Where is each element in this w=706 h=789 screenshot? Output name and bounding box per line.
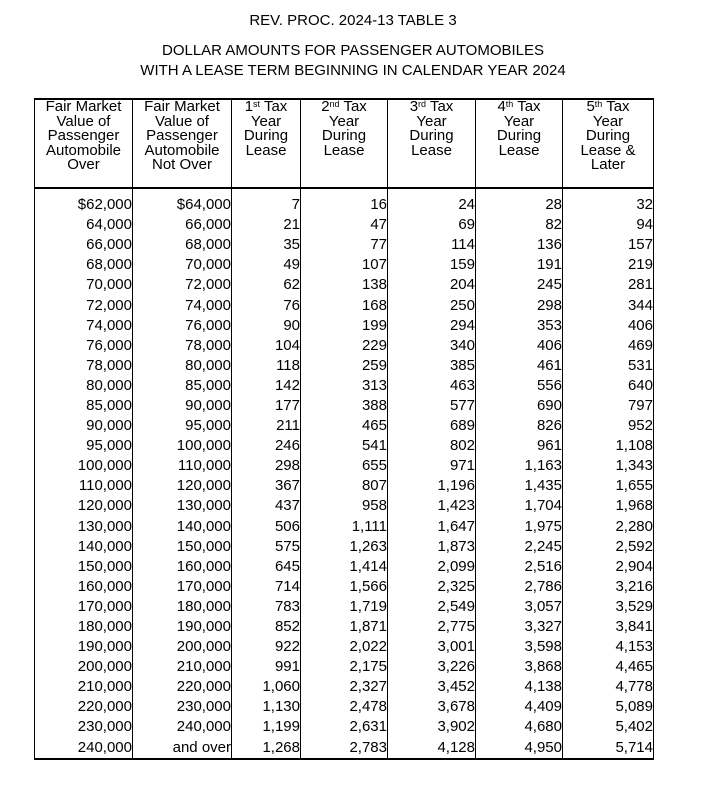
cell-fmv-not-over: 170,000	[133, 577, 232, 597]
header-text: During	[496, 127, 542, 144]
table-header-row	[35, 99, 654, 188]
cell-tax-year-1: 118	[232, 356, 301, 376]
cell-fmv-over: 200,000	[35, 657, 133, 677]
cell-tax-year-4: 3,057	[476, 597, 563, 617]
cell-fmv-not-over: 70,000	[133, 255, 232, 275]
cell-tax-year-2: 1,566	[301, 577, 388, 597]
cell-fmv-over: 150,000	[35, 557, 133, 577]
cell-tax-year-1: 35	[232, 235, 301, 255]
column-header-tax-year-2	[301, 99, 388, 188]
cell-tax-year-2: 2,175	[301, 657, 388, 677]
cell-tax-year-5-later: 94	[563, 215, 654, 235]
cell-tax-year-3: 114	[388, 235, 476, 255]
cell-tax-year-1: 90	[232, 316, 301, 336]
table-row	[35, 396, 654, 416]
table-row	[35, 677, 654, 697]
cell-tax-year-1: 104	[232, 336, 301, 356]
cell-tax-year-2: 1,111	[301, 517, 388, 537]
cell-tax-year-2: 465	[301, 416, 388, 436]
cell-fmv-over: $62,000	[35, 188, 133, 215]
cell-fmv-not-over: 200,000	[133, 637, 232, 657]
header-text: Year	[503, 112, 535, 130]
cell-tax-year-3: 2,099	[388, 557, 476, 577]
cell-tax-year-2: 138	[301, 275, 388, 295]
cell-fmv-not-over: 150,000	[133, 537, 232, 557]
table-row	[35, 336, 654, 356]
header-text: 1	[244, 98, 254, 115]
cell-fmv-over: 190,000	[35, 637, 133, 657]
cell-tax-year-2: 313	[301, 376, 388, 396]
header-text: Lease	[411, 141, 452, 159]
cell-tax-year-3: 4,128	[388, 738, 476, 759]
cell-fmv-not-over: 120,000	[133, 476, 232, 496]
header-text: Lease	[245, 141, 287, 159]
cell-tax-year-2: 199	[301, 316, 388, 336]
cell-tax-year-5-later: 1,655	[563, 476, 654, 496]
cell-tax-year-5-later: 157	[563, 235, 654, 255]
cell-tax-year-3: 3,678	[388, 697, 476, 717]
cell-tax-year-2: 229	[301, 336, 388, 356]
header-text: 5	[586, 98, 595, 115]
header-text: Year	[416, 112, 447, 130]
cell-tax-year-5-later: 406	[563, 316, 654, 336]
cell-tax-year-2: 2,478	[301, 697, 388, 717]
header-text: Year	[592, 112, 624, 130]
cell-fmv-not-over: 210,000	[133, 657, 232, 677]
cell-fmv-over: 140,000	[35, 537, 133, 557]
cell-tax-year-1: 367	[232, 476, 301, 496]
cell-tax-year-4: 191	[476, 255, 563, 275]
ordinal-suffix: nd	[329, 99, 340, 109]
cell-tax-year-4: 3,868	[476, 657, 563, 677]
column-header-tax-year-1	[232, 99, 301, 188]
cell-fmv-over: 70,000	[35, 275, 133, 295]
cell-tax-year-5-later: 531	[563, 356, 654, 376]
table-row	[35, 657, 654, 677]
cell-tax-year-3: 294	[388, 316, 476, 336]
column-header-line	[133, 158, 231, 173]
header-text: Later	[590, 156, 626, 173]
cell-fmv-over: 210,000	[35, 677, 133, 697]
cell-tax-year-1: 76	[232, 295, 301, 315]
cell-fmv-not-over: 95,000	[133, 416, 232, 436]
column-header-line	[35, 158, 132, 173]
cell-fmv-over: 66,000	[35, 235, 133, 255]
cell-tax-year-3: 1,647	[388, 517, 476, 537]
cell-tax-year-1: 1,268	[232, 738, 301, 759]
cell-tax-year-1: 62	[232, 275, 301, 295]
cell-tax-year-1: 246	[232, 436, 301, 456]
cell-tax-year-2: 388	[301, 396, 388, 416]
table-row	[35, 275, 654, 295]
cell-tax-year-3: 1,423	[388, 496, 476, 516]
column-header-tax-year-5-later	[563, 99, 654, 188]
table-row	[35, 557, 654, 577]
cell-tax-year-3: 204	[388, 275, 476, 295]
header-text: Lease &	[580, 141, 636, 159]
cell-tax-year-1: 142	[232, 376, 301, 396]
table-row	[35, 637, 654, 657]
cell-fmv-over: 68,000	[35, 255, 133, 275]
cell-tax-year-5-later: 1,968	[563, 496, 654, 516]
cell-fmv-over: 64,000	[35, 215, 133, 235]
cell-tax-year-2: 1,263	[301, 537, 388, 557]
cell-tax-year-1: 645	[232, 557, 301, 577]
table-row	[35, 316, 654, 336]
cell-tax-year-1: 506	[232, 517, 301, 537]
cell-tax-year-2: 1,871	[301, 617, 388, 637]
cell-tax-year-4: 2,516	[476, 557, 563, 577]
cell-fmv-not-over: and over	[133, 738, 232, 759]
ordinal-suffix: th	[505, 99, 514, 109]
table-row	[35, 188, 654, 215]
cell-tax-year-3: 385	[388, 356, 476, 376]
cell-tax-year-3: 159	[388, 255, 476, 275]
cell-fmv-not-over: 140,000	[133, 517, 232, 537]
cell-tax-year-1: 991	[232, 657, 301, 677]
cell-tax-year-1: 7	[232, 188, 301, 215]
table-row	[35, 416, 654, 436]
header-text: Lease	[323, 141, 365, 159]
cell-fmv-not-over: 85,000	[133, 376, 232, 396]
cell-fmv-not-over: 240,000	[133, 717, 232, 737]
cell-tax-year-2: 1,719	[301, 597, 388, 617]
table-row	[35, 456, 654, 476]
cell-tax-year-4: 3,327	[476, 617, 563, 637]
cell-fmv-not-over: 180,000	[133, 597, 232, 617]
cell-fmv-over: 72,000	[35, 295, 133, 315]
cell-fmv-over: 100,000	[35, 456, 133, 476]
cell-tax-year-2: 47	[301, 215, 388, 235]
cell-tax-year-2: 541	[301, 436, 388, 456]
cell-tax-year-4: 1,704	[476, 496, 563, 516]
column-header-line	[232, 141, 300, 159]
cell-tax-year-2: 16	[301, 188, 388, 215]
table-row	[35, 496, 654, 516]
header-text: Lease	[498, 141, 540, 159]
cell-tax-year-5-later: 2,904	[563, 557, 654, 577]
cell-tax-year-5-later: 797	[563, 396, 654, 416]
table-row	[35, 697, 654, 717]
cell-fmv-over: 78,000	[35, 356, 133, 376]
cell-tax-year-1: 437	[232, 496, 301, 516]
cell-tax-year-4: 3,598	[476, 637, 563, 657]
header-text: Tax	[513, 98, 541, 115]
cell-tax-year-1: 177	[232, 396, 301, 416]
table-row	[35, 597, 654, 617]
cell-tax-year-2: 168	[301, 295, 388, 315]
lease-inclusion-table	[34, 98, 654, 760]
cell-tax-year-3: 3,452	[388, 677, 476, 697]
table-row	[35, 738, 654, 759]
ordinal-suffix: th	[594, 99, 603, 109]
cell-tax-year-3: 250	[388, 295, 476, 315]
header-text: Tax	[260, 98, 288, 115]
cell-tax-year-1: 211	[232, 416, 301, 436]
cell-tax-year-4: 28	[476, 188, 563, 215]
cell-fmv-over: 170,000	[35, 597, 133, 617]
cell-tax-year-4: 406	[476, 336, 563, 356]
cell-tax-year-4: 2,786	[476, 577, 563, 597]
cell-fmv-over: 80,000	[35, 376, 133, 396]
cell-tax-year-3: 463	[388, 376, 476, 396]
cell-tax-year-5-later: 281	[563, 275, 654, 295]
header-text: Value of	[56, 112, 111, 130]
cell-tax-year-2: 807	[301, 476, 388, 496]
column-header-line	[476, 141, 562, 159]
cell-fmv-over: 95,000	[35, 436, 133, 456]
table-row	[35, 717, 654, 737]
cell-tax-year-2: 77	[301, 235, 388, 255]
cell-tax-year-4: 1,163	[476, 456, 563, 476]
cell-tax-year-4: 82	[476, 215, 563, 235]
table-row	[35, 235, 654, 255]
table-row	[35, 356, 654, 376]
cell-fmv-over: 76,000	[35, 336, 133, 356]
cell-fmv-not-over: 72,000	[133, 275, 232, 295]
table-subtitle-line-2: WITH A LEASE TERM BEGINNING IN CALENDAR YEAR 2024	[140, 62, 566, 79]
header-text: Automobile	[45, 141, 122, 159]
cell-fmv-over: 230,000	[35, 717, 133, 737]
cell-tax-year-5-later: 5,089	[563, 697, 654, 717]
cell-tax-year-2: 107	[301, 255, 388, 275]
cell-tax-year-4: 2,245	[476, 537, 563, 557]
cell-tax-year-5-later: 4,778	[563, 677, 654, 697]
header-text: During	[321, 127, 367, 144]
cell-tax-year-4: 4,950	[476, 738, 563, 759]
cell-tax-year-3: 3,001	[388, 637, 476, 657]
cell-fmv-not-over: 78,000	[133, 336, 232, 356]
table-row	[35, 617, 654, 637]
cell-fmv-over: 220,000	[35, 697, 133, 717]
column-header-tax-year-3	[388, 99, 476, 188]
cell-fmv-not-over: 74,000	[133, 295, 232, 315]
cell-tax-year-3: 24	[388, 188, 476, 215]
cell-fmv-not-over: $64,000	[133, 188, 232, 215]
header-text: Value of	[155, 112, 209, 130]
cell-tax-year-1: 49	[232, 255, 301, 275]
table-row	[35, 376, 654, 396]
table-row	[35, 436, 654, 456]
cell-tax-year-3: 3,226	[388, 657, 476, 677]
cell-tax-year-1: 1,199	[232, 717, 301, 737]
cell-fmv-not-over: 110,000	[133, 456, 232, 476]
cell-tax-year-5-later: 344	[563, 295, 654, 315]
cell-tax-year-4: 298	[476, 295, 563, 315]
table-row	[35, 537, 654, 557]
cell-fmv-not-over: 80,000	[133, 356, 232, 376]
cell-fmv-not-over: 76,000	[133, 316, 232, 336]
header-text: Year	[250, 112, 282, 130]
cell-tax-year-1: 575	[232, 537, 301, 557]
cell-tax-year-2: 259	[301, 356, 388, 376]
cell-tax-year-4: 461	[476, 356, 563, 376]
column-header-line	[301, 141, 387, 159]
cell-tax-year-1: 852	[232, 617, 301, 637]
cell-tax-year-3: 1,196	[388, 476, 476, 496]
table-title: REV. PROC. 2024-13 TABLE 3	[249, 12, 457, 29]
cell-tax-year-2: 2,631	[301, 717, 388, 737]
table-row	[35, 517, 654, 537]
cell-tax-year-5-later: 1,108	[563, 436, 654, 456]
cell-tax-year-1: 922	[232, 637, 301, 657]
column-header-line	[563, 158, 653, 173]
cell-tax-year-2: 958	[301, 496, 388, 516]
cell-tax-year-4: 4,138	[476, 677, 563, 697]
header-text: During	[243, 127, 289, 144]
cell-tax-year-4: 136	[476, 235, 563, 255]
header-text: 4	[497, 98, 506, 115]
cell-tax-year-3: 577	[388, 396, 476, 416]
header-text: Automobile	[144, 141, 220, 159]
cell-tax-year-3: 802	[388, 436, 476, 456]
cell-tax-year-3: 2,325	[388, 577, 476, 597]
cell-tax-year-5-later: 5,402	[563, 717, 654, 737]
cell-tax-year-3: 2,775	[388, 617, 476, 637]
cell-tax-year-5-later: 2,592	[563, 537, 654, 557]
cell-tax-year-4: 1,435	[476, 476, 563, 496]
header-text: Tax	[602, 98, 630, 115]
cell-tax-year-4: 826	[476, 416, 563, 436]
cell-tax-year-1: 714	[232, 577, 301, 597]
cell-tax-year-1: 783	[232, 597, 301, 617]
column-header-line	[388, 141, 475, 159]
cell-fmv-not-over: 160,000	[133, 557, 232, 577]
cell-tax-year-2: 2,327	[301, 677, 388, 697]
header-text: Tax	[426, 98, 454, 115]
cell-fmv-not-over: 220,000	[133, 677, 232, 697]
header-text: Not Over	[151, 156, 212, 173]
header-text: Year	[328, 112, 360, 130]
cell-tax-year-5-later: 1,343	[563, 456, 654, 476]
cell-tax-year-5-later: 4,153	[563, 637, 654, 657]
ordinal-suffix: st	[253, 99, 261, 109]
cell-fmv-over: 74,000	[35, 316, 133, 336]
cell-fmv-over: 240,000	[35, 738, 133, 759]
header-text: Passenger	[146, 127, 218, 144]
table-row	[35, 476, 654, 496]
cell-tax-year-4: 556	[476, 376, 563, 396]
cell-tax-year-5-later: 3,216	[563, 577, 654, 597]
ordinal-suffix: rd	[418, 99, 427, 109]
cell-tax-year-4: 961	[476, 436, 563, 456]
cell-tax-year-1: 21	[232, 215, 301, 235]
cell-tax-year-3: 689	[388, 416, 476, 436]
cell-tax-year-5-later: 219	[563, 255, 654, 275]
column-header-tax-year-4	[476, 99, 563, 188]
table-body	[35, 188, 654, 759]
cell-fmv-not-over: 66,000	[133, 215, 232, 235]
cell-tax-year-3: 1,873	[388, 537, 476, 557]
cell-tax-year-4: 690	[476, 396, 563, 416]
cell-tax-year-5-later: 469	[563, 336, 654, 356]
cell-tax-year-5-later: 3,841	[563, 617, 654, 637]
cell-tax-year-5-later: 952	[563, 416, 654, 436]
header-text: Over	[67, 156, 100, 173]
cell-tax-year-3: 2,549	[388, 597, 476, 617]
cell-tax-year-2: 2,783	[301, 738, 388, 759]
cell-fmv-over: 90,000	[35, 416, 133, 436]
header-text: 3	[409, 98, 419, 115]
cell-tax-year-1: 1,130	[232, 697, 301, 717]
cell-tax-year-1: 298	[232, 456, 301, 476]
cell-fmv-over: 85,000	[35, 396, 133, 416]
cell-fmv-not-over: 130,000	[133, 496, 232, 516]
cell-tax-year-5-later: 4,465	[563, 657, 654, 677]
header-text: Passenger	[47, 127, 120, 144]
cell-tax-year-4: 4,409	[476, 697, 563, 717]
cell-tax-year-3: 69	[388, 215, 476, 235]
table-subtitle-line-1: DOLLAR AMOUNTS FOR PASSENGER AUTOMOBILES	[161, 42, 545, 59]
cell-fmv-not-over: 190,000	[133, 617, 232, 637]
cell-fmv-over: 180,000	[35, 617, 133, 637]
cell-tax-year-5-later: 5,714	[563, 738, 654, 759]
header-text: During	[585, 127, 631, 144]
cell-fmv-not-over: 230,000	[133, 697, 232, 717]
header-text: Fair Market	[144, 98, 220, 115]
cell-fmv-not-over: 68,000	[133, 235, 232, 255]
cell-fmv-over: 160,000	[35, 577, 133, 597]
cell-tax-year-2: 2,022	[301, 637, 388, 657]
cell-tax-year-5-later: 2,280	[563, 517, 654, 537]
cell-tax-year-4: 353	[476, 316, 563, 336]
header-text: During	[409, 127, 454, 144]
cell-tax-year-2: 1,414	[301, 557, 388, 577]
cell-fmv-over: 130,000	[35, 517, 133, 537]
column-header-fmv-over	[35, 99, 133, 188]
cell-tax-year-3: 340	[388, 336, 476, 356]
cell-tax-year-2: 655	[301, 456, 388, 476]
cell-tax-year-3: 3,902	[388, 717, 476, 737]
table-row	[35, 577, 654, 597]
cell-tax-year-5-later: 3,529	[563, 597, 654, 617]
column-header-fmv-not-over	[133, 99, 232, 188]
header-text: 2	[321, 98, 330, 115]
cell-tax-year-3: 971	[388, 456, 476, 476]
cell-fmv-over: 110,000	[35, 476, 133, 496]
cell-fmv-over: 120,000	[35, 496, 133, 516]
table-row	[35, 295, 654, 315]
cell-fmv-not-over: 100,000	[133, 436, 232, 456]
cell-tax-year-1: 1,060	[232, 677, 301, 697]
table-row	[35, 215, 654, 235]
cell-tax-year-5-later: 640	[563, 376, 654, 396]
header-text: Fair Market	[45, 98, 122, 115]
cell-tax-year-5-later: 32	[563, 188, 654, 215]
cell-tax-year-4: 1,975	[476, 517, 563, 537]
header-text: Tax	[339, 98, 367, 115]
cell-tax-year-4: 4,680	[476, 717, 563, 737]
cell-tax-year-4: 245	[476, 275, 563, 295]
table-row	[35, 255, 654, 275]
cell-fmv-not-over: 90,000	[133, 396, 232, 416]
